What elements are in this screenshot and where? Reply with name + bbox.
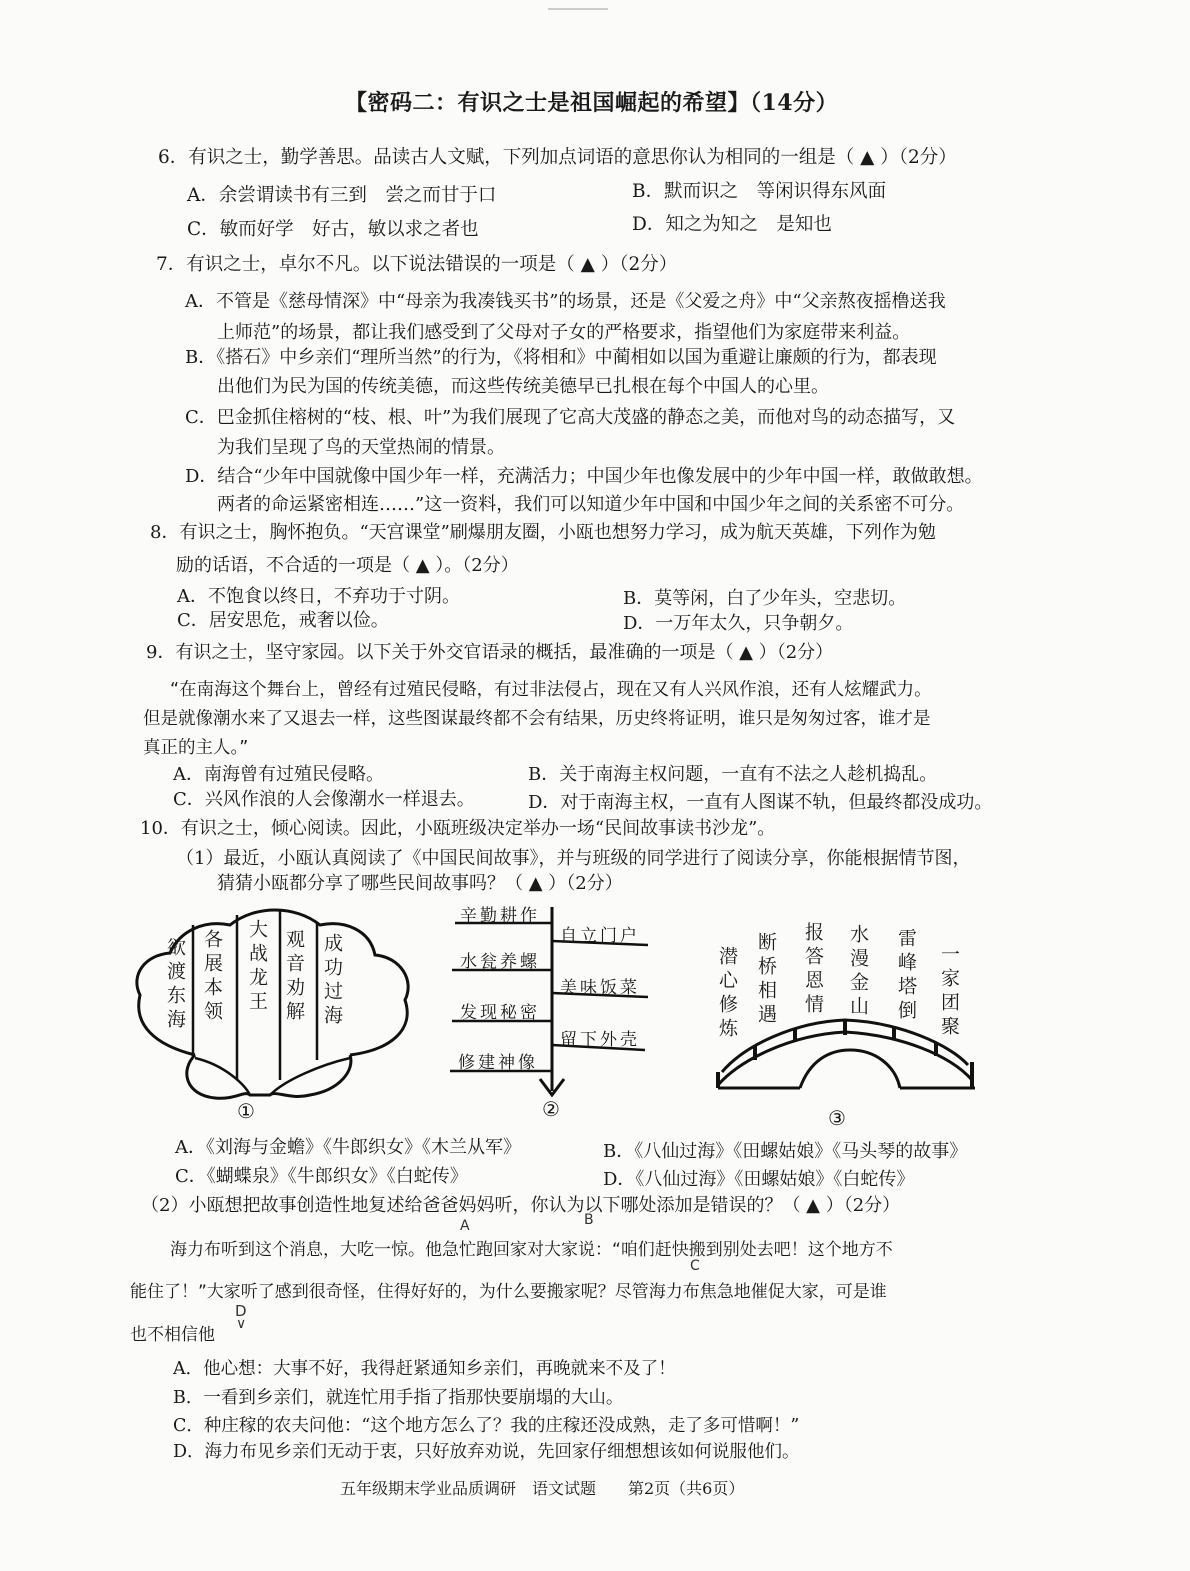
insert-mark-a: A xyxy=(460,1218,470,1234)
q9-quote-line3: 真正的主人。” xyxy=(143,738,249,758)
timeline-right-item: 留下外壳 xyxy=(560,1030,640,1050)
shell-segment: 大战龙王 xyxy=(246,919,268,1015)
q6-option-c: C．敏而好学 好古，敏以求之者也 xyxy=(187,219,479,240)
q7-option-c-line2: 为我们呈现了鸟的天堂热闹的情景。 xyxy=(217,437,505,458)
shell-segment: 成功过海 xyxy=(321,933,343,1029)
diagram-label-2: ② xyxy=(542,1097,560,1121)
q8-option-d: D．一万年太久，只争朝夕。 xyxy=(623,613,854,634)
q7-option-a-line1: A．不管是《慈母情深》中“母亲为我凑钱买书”的场景，还是《父爱之舟》中“父亲熬夜摇橹送我 xyxy=(185,291,946,312)
q6-option-b: B．默而识之 等闲识得东风面 xyxy=(632,181,887,202)
shell-segment: 各展本领 xyxy=(201,929,223,1025)
plot-diagram-timeline xyxy=(440,895,670,1125)
q6-option-d: D．知之为知之 是知也 xyxy=(632,214,832,235)
bridge-item: 报答恩情 xyxy=(802,922,824,1018)
timeline-left-item: 发现秘密 xyxy=(460,1003,540,1023)
q10-sub2-option-a: A．他心想：大事不好，我得赶紧通知乡亲们，再晚就来不及了！ xyxy=(173,1359,676,1379)
q7-option-b-line1: B．《搭石》中乡亲们“理所当然”的行为，《将相和》中蔺相如以国为重避让廉颇的行为，都表现 xyxy=(185,347,937,368)
story-line1: 海力布听到这个消息，大吃一惊。他急忙跑回家对大家说：“咱们赶快搬到别处去吧！这个地方不 xyxy=(170,1240,893,1260)
q9-quote-line1: “在南海这个舞台上，曾经有过殖民侵略，有过非法侵占，现在又有人兴风作浪，还有人炫耀武力。 xyxy=(170,680,932,700)
q7-option-a-line2: 上师范”的场景，都让我们感受到了父母对子女的严格要求，指望他们为家庭带来利益。 xyxy=(217,322,911,343)
q10-sub1-option-d: D．《八仙过海》《田螺姑娘》《白蛇传》 xyxy=(603,1169,915,1190)
q7-option-b-line2: 出他们为民为国的传统美德，而这些传统美德早已扎根在每个中国人的心里。 xyxy=(217,376,829,397)
q8-option-c: C．居安思危，戒奢以俭。 xyxy=(177,610,389,631)
q10-sub2-option-b: B．一看到乡亲们，就连忙用手指了指那快要崩塌的大山。 xyxy=(173,1388,624,1408)
insert-mark-b: B xyxy=(584,1212,594,1228)
scan-mark xyxy=(548,8,608,10)
q10-sub2-option-c: C．种庄稼的农夫问他：“这个地方怎么了？我的庄稼还没成熟，走了多可惜啊！” xyxy=(173,1416,800,1436)
q6-stem: 6．有识之士，勤学善思。品读古人文赋，下列加点词语的意思你认为相同的一组是（ ▲ ）（2分） xyxy=(158,147,957,168)
timeline-left-item: 辛勤耕作 xyxy=(460,906,540,926)
bridge-item: 断桥相遇 xyxy=(755,932,777,1028)
q9-quote-line2: 但是就像潮水来了又退去一样，这些图谋最终都不会有结果，历史终将证明，谁只是匆匆过客，谁才是 xyxy=(143,709,931,729)
story-line3: 也不相信他 xyxy=(130,1325,215,1345)
q7-stem: 7．有识之士，卓尔不凡。以下说法错误的一项是（ ▲ ）（2分） xyxy=(156,254,678,275)
plot-diagram-bridge xyxy=(700,910,990,1130)
q10-stem: 10．有识之士，倾心阅读。因此，小瓯班级决定举办一场“民间故事读书沙龙”。 xyxy=(140,818,776,839)
plot-diagram-shell xyxy=(125,895,425,1125)
bridge-item: 潜心修炼 xyxy=(716,946,738,1042)
insert-mark-c: C xyxy=(690,1258,700,1274)
q9-option-a: A．南海曾有过殖民侵略。 xyxy=(173,764,384,785)
insert-mark-d: D xyxy=(235,1302,247,1320)
bridge-item: 一家团聚 xyxy=(938,944,960,1040)
q8-option-b: B．莫等闲，白了少年头，空悲切。 xyxy=(623,588,907,609)
bridge-item: 雷峰塔倒 xyxy=(895,928,917,1024)
diagram-label-1: ① xyxy=(237,1099,255,1123)
q9-option-c: C．兴风作浪的人会像潮水一样退去。 xyxy=(173,789,475,810)
q10-sub1-option-c: C．《蝴蝶泉》《牛郎织女》《白蛇传》 xyxy=(175,1166,468,1187)
q7-option-c-line1: C．巴金抓住榕树的“枝、根、叶”为我们展现了它高大茂盛的静态之美，而他对鸟的动态描写，又 xyxy=(185,407,956,428)
q10-sub2-option-d: D．海力布见乡亲们无动于衷，只好放弃劝说，先回家仔细想想该如何说服他们。 xyxy=(173,1442,800,1462)
q7-option-d-line2: 两者的命运紧密相连……”这一资料，我们可以知道少年中国和中国少年之间的关系密不可分。 xyxy=(217,494,965,515)
q10-sub1-line1: （1）最近，小瓯认真阅读了《中国民间故事》，并与班级的同学进行了阅读分享，你能根据情节图， xyxy=(176,848,971,869)
shell-segment: 欲渡东海 xyxy=(164,937,186,1033)
diagram-label-3: ③ xyxy=(828,1106,846,1130)
q10-sub1-line2: 猜猜小瓯都分享了哪些民间故事吗？（ ▲ ）（2分） xyxy=(217,873,623,894)
q8-option-a: A．不饱食以终日，不弃功于寸阴。 xyxy=(177,586,460,607)
bridge-item: 水漫金山 xyxy=(847,924,869,1020)
q9-stem: 9．有识之士，坚守家园。以下关于外交官语录的概括，最准确的一项是（ ▲ ）（2分） xyxy=(146,642,834,663)
q10-sub2-stem: （2）小瓯想把故事创造性地复述给爸爸妈妈听，你认为以下哪处添加是错误的？（ ▲ ）（2分） xyxy=(141,1195,901,1216)
q10-sub1-option-b: B．《八仙过海》《田螺姑娘》《马头琴的故事》 xyxy=(603,1141,968,1162)
timeline-right-item: 美味饭菜 xyxy=(560,978,640,998)
shell-segment: 观音劝解 xyxy=(283,929,305,1025)
page-footer: 五年级期末学业品质调研 语文试题 第2页（共6页） xyxy=(340,1479,745,1498)
q8-stem-line2: 励的话语，不合适的一项是（ ▲ ）。（2分） xyxy=(176,555,519,576)
story-line2: 能住了！”大家听了感到很奇怪，住得好好的，为什么要搬家呢？尽管海力布焦急地催促大家，可是谁 xyxy=(130,1282,887,1302)
q8-stem-line1: 8．有识之士，胸怀抱负。“天宫课堂”刷爆朋友圈，小瓯也想努力学习，成为航天英雄，下列作为勉 xyxy=(150,522,936,543)
q10-sub1-option-a: A．《刘海与金蟾》《牛郎织女》《木兰从军》 xyxy=(175,1137,521,1158)
section-title: 【密码二：有识之士是祖国崛起的希望】（14分） xyxy=(345,90,839,116)
q9-option-b: B．关于南海主权问题，一直有不法之人趁机捣乱。 xyxy=(528,764,938,785)
q9-option-d: D．对于南海主权，一直有人图谋不轨，但最终都没成功。 xyxy=(528,792,993,813)
timeline-right-item: 自立门户 xyxy=(560,926,640,946)
timeline-left-item: 修建神像 xyxy=(458,1053,538,1073)
timeline-left-item: 水瓮养螺 xyxy=(460,952,540,972)
q6-option-a: A．余尝谓读书有三到 尝之而甘于口 xyxy=(187,185,497,206)
insert-caret-icon: ∨ xyxy=(236,1316,247,1332)
q7-option-d-line1: D．结合“少年中国就像中国少年一样，充满活力；中国少年也像发展中的少年中国一样，敢做敢想。 xyxy=(185,466,983,487)
